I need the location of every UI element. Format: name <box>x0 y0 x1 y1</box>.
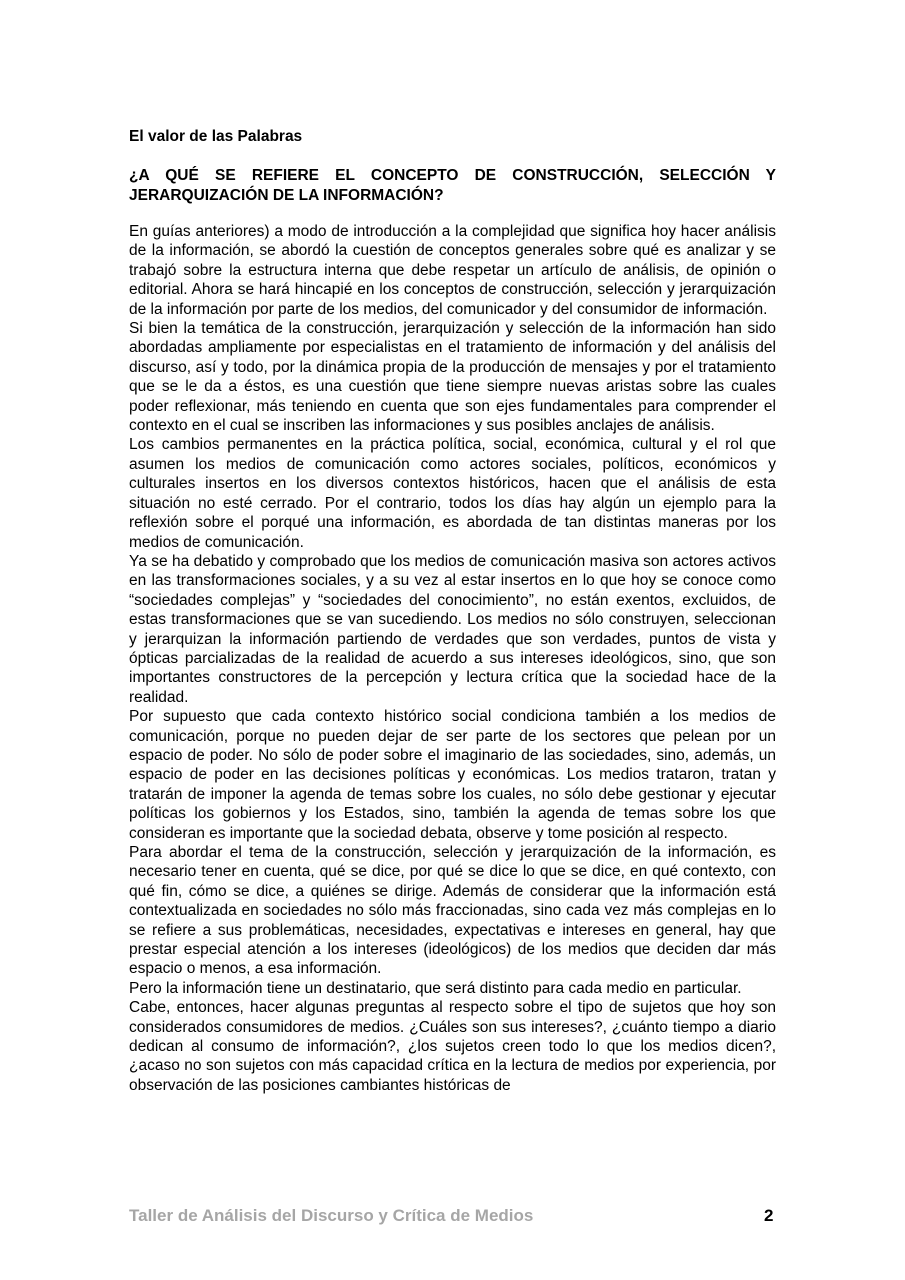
page-number: 2 <box>764 1206 774 1225</box>
question-heading: ¿A QUÉ SE REFIERE EL CONCEPTO DE CONSTRUCCIÓN, SELECCIÓN Y JERARQUIZACIÓN DE LA INFORMACIÓN? <box>129 167 776 204</box>
footer-title: Taller de Análisis del Discurso y Crítica de Medios <box>129 1206 534 1225</box>
paragraph: Para abordar el tema de la construcción, selección y jerarquización de la información, es necesario tener en cuenta, qué se dice, por qué se dice lo que se dice, en qué contexto, con qué fin, cómo se dice, a quiénes se dirige. Además de considerar que la información está contextualizada en sociedades no sólo más fraccionadas, sino cada vez más complejas en lo se refiere a sus problemáticas, necesidades, expectativas e intereses en general, hay que prestar especial atención a los intereses (ideológicos) de los medios que deciden dar más espacio o menos, a esa información. <box>129 844 776 978</box>
paragraph: Si bien la temática de la construcción, jerarquización y selección de la información han sido abordadas ampliamente por especialistas en el tratamiento de información y del análisis del discurso, así y todo, por la dinámica propia de la producción de mensajes y por el tratamiento que se le da a éstos, es una cuestión que tiene siempre nuevas aristas sobre las cuales poder reflexionar, más teniendo en cuenta que son ejes fundamentales para comprender el contexto en el cual se inscriben las informaciones y sus posibles anclajes de análisis. <box>129 320 776 435</box>
paragraph: Por supuesto que cada contexto histórico social condiciona también a los medios de comunicación, porque no pueden dejar de ser parte de los sectores que pelean por un espacio de poder. No sólo de poder sobre el imaginario de las sociedades, sino, además, un espacio de poder en las decisiones políticas y económicas. Los medios trataron, tratan y tratarán de imponer la agenda de temas sobre los cuales, no sólo debe gestionar y ejecutar políticas los gobiernos y los Estados, sino, también la agenda de temas sobre los que consideran es importante que la sociedad debata, observe y tome posición al respecto. <box>129 708 776 842</box>
body-text <box>129 222 776 1095</box>
page-content <box>129 127 776 1095</box>
paragraph: En guías anteriores) a modo de introducción a la complejidad que significa hoy hacer análisis de la información, se abordó la cuestión de conceptos generales sobre qué es analizar y se trabajó sobre la estructura interna que debe respetar un artículo de análisis, de opinión o editorial. Ahora se hará hincapié en los conceptos de construcción, selección y jerarquización de la información por parte de los medios, del comunicador y del consumidor de información. <box>129 223 776 318</box>
paragraph: Pero la información tiene un destinatario, que será distinto para cada medio en particular. <box>129 979 742 997</box>
section-title: El valor de las Palabras <box>129 128 303 145</box>
paragraph: Ya se ha debatido y comprobado que los medios de comunicación masiva son actores activos en las transformaciones sociales, y a su vez al estar insertos en lo que hoy se conoce como “sociedades complejas” y “sociedades del conocimiento”, no están exentos, excluidos, de estas transformaciones que se van sucediendo. Los medios no sólo construyen, seleccionan y jerarquizan la información partiendo de verdades que son verdades, puntos de vista y ópticas parcializadas de la realidad de acuerdo a sus intereses ideológicos, sino, que son importantes constructores de la percepción y lectura crítica que la sociedad hace de la realidad. <box>129 552 776 706</box>
paragraph: Cabe, entonces, hacer algunas preguntas al respecto sobre el tipo de sujetos que hoy son considerados consumidores de medios. ¿Cuáles son sus intereses?, ¿cuánto tiempo a diario dedican al consumo de información?, ¿los sujetos creen todo lo que los medios dicen?, ¿acaso no son sujetos con más capacidad crítica en la lectura de medios por experiencia, por observación de las posiciones cambiantes históricas de <box>129 999 776 1094</box>
paragraph: Los cambios permanentes en la práctica política, social, económica, cultural y el rol que asumen los medios de comunicación como actores sociales, políticos, económicos y culturales insertos en los diversos contextos históricos, hacen que el análisis de esta situación no esté cerrado. Por el contrario, todos los días hay algún un ejemplo para la reflexión sobre el porqué una información, es abordada de tan distintas maneras por los medios de comunicación. <box>129 436 776 551</box>
